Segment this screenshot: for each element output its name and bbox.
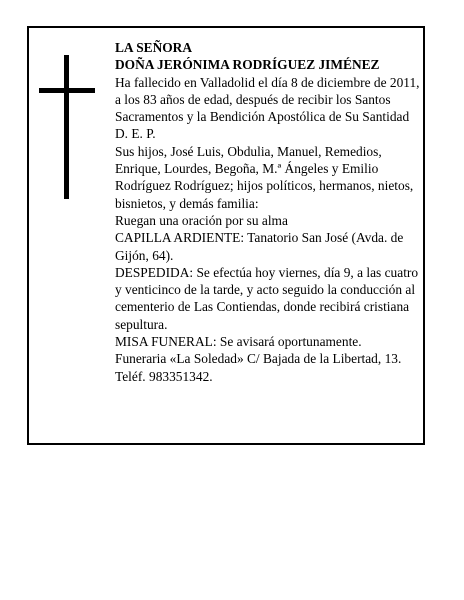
chapel-label: CAPILLA ARDIENTE: [115,230,245,246]
cross-vertical-bar [64,55,69,199]
rip-line: D. E. P. [115,126,156,142]
funeral-home: Funeraria «La Soledad» C/ Bajada de la Libertad, 13. Teléf. 983351342. [115,351,402,384]
notice-heading: LA SEÑORA [115,40,193,55]
farewell-paragraph [115,264,423,333]
farewell-label: DESPEDIDA: [115,264,194,280]
chapel-paragraph [115,229,423,264]
cross-horizontal-bar [39,88,95,93]
family-line: Sus hijos, José Luis, Obdulia, Manuel, Remedios, Enrique, Lourdes, Begoña, M.ª Ángeles y Emilio Rodríguez Rodríguez; hijos políticos, hermanos, nietos, bisnietos, y demás familia: [115,143,414,211]
cross-icon [39,55,95,199]
deceased-name: DOÑA JERÓNIMA RODRÍGUEZ JIMÉNEZ [115,57,380,73]
death-details: Ha fallecido en Valladolid el día 8 de diciembre de 2011, a los 83 años de edad, después de recibir los Santos Sacramentos y la Bendición Apostólica de Su Santidad [115,74,420,125]
farewell-text: Se efectúa hoy viernes, día 9, a las cuatro y venticinco de la tarde, y acto seguido la conducción al cementerio de Las Contiendas, donde recibirá cristiana sepultura. [115,264,419,332]
mass-paragraph [115,333,423,350]
mass-text: Se avisará oportunamente. [216,334,362,350]
obituary-notice [27,26,425,445]
chapel-text: Tanatorio San José (Avda. de Gijón, 64). [115,230,404,263]
mass-label: MISA FUNERAL: [115,334,217,350]
prayer-request: Ruegan una oración por su alma [115,212,288,228]
notice-text [115,39,423,385]
